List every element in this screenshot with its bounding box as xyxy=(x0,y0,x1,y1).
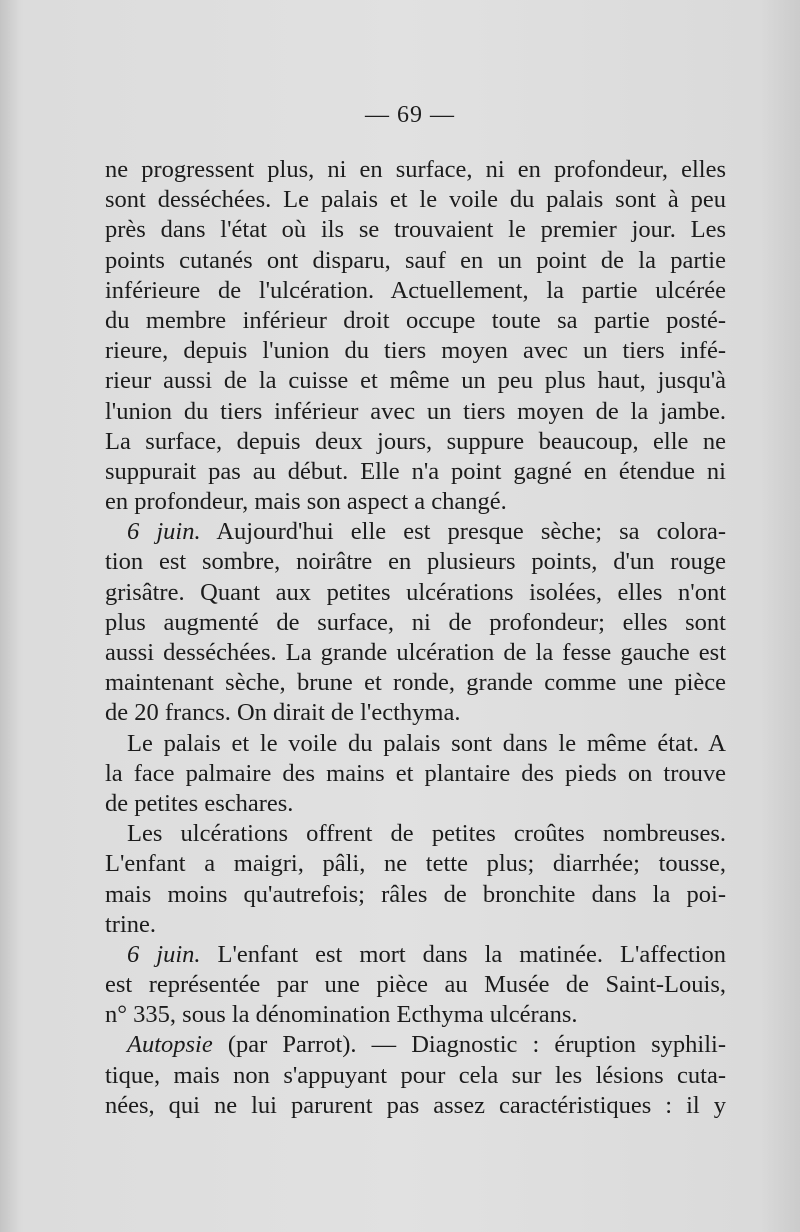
text-line: l'union du tiers inférieur avec un tiers moyen de la jambe. xyxy=(105,397,726,425)
text-line: en profondeur, mais son aspect a changé. xyxy=(105,488,507,516)
text-line: La surface, depuis deux jours, suppure beaucoup, elle ne xyxy=(105,427,726,455)
paragraph-first-line: Les ulcérations offrent de petites croûtes nombreuses. xyxy=(127,820,726,848)
text-line: mais moins qu'autrefois; râles de bronchite dans la poi- xyxy=(105,880,726,908)
paragraph-first-line xyxy=(105,1030,726,1060)
text-line: suppurait pas au début. Elle n'a point gagné en étendue ni xyxy=(105,457,726,485)
body-text xyxy=(105,155,726,1121)
text-line: L'enfant a maigri, pâli, ne tette plus; diarrhée; tousse, xyxy=(105,850,726,878)
text-line: grisâtre. Quant aux petites ulcérations isolées, elles n'ont xyxy=(105,578,726,606)
text-line: rieur aussi de la cuisse et même un peu plus haut, jusqu'à xyxy=(105,367,726,395)
text-line: de 20 francs. On dirait de l'ecthyma. xyxy=(105,699,461,727)
section-label: Autopsie xyxy=(127,1031,213,1059)
text-run: Aujourd'hui elle est presque sèche; sa colora- xyxy=(200,518,726,546)
text-line: trine. xyxy=(105,910,157,938)
text-line: près dans l'état où ils se trouvaient le premier jour. Les xyxy=(105,216,726,244)
paragraph-first-line xyxy=(105,940,726,970)
text-line: plus augmenté de surface, ni de profondeur; elles sont xyxy=(105,608,726,636)
text-line: tion est sombre, noirâtre en plusieurs points, d'un rouge xyxy=(105,548,726,576)
date-label: 6 juin. xyxy=(127,518,201,546)
text-line: tique, mais non s'appuyant pour cela sur les lésions cuta- xyxy=(105,1061,726,1089)
paragraph-first-line xyxy=(105,517,726,547)
text-line: ne progressent plus, ni en surface, ni en profondeur, elles xyxy=(105,156,726,183)
text-line: maintenant sèche, brune et ronde, grande comme une pièce xyxy=(105,669,726,697)
page-number: — 69 — xyxy=(365,102,455,128)
text-line: la face palmaire des mains et plantaire des pieds on trouve xyxy=(105,759,726,787)
page-gutter-shadow xyxy=(0,0,18,1232)
text-line: points cutanés ont disparu, sauf en un point de la partie xyxy=(105,246,726,274)
text-line: rieure, depuis l'union du tiers moyen avec un tiers infé- xyxy=(105,337,726,365)
text-line: est représentée par une pièce au Musée de Saint-Louis, xyxy=(105,971,726,999)
text-line: de petites eschares. xyxy=(105,789,294,817)
paragraph-first-line: Le palais et le voile du palais sont dans le même état. A xyxy=(127,729,726,757)
text-line: aussi desséchées. La grande ulcération de la fesse gauche est xyxy=(105,639,726,666)
text-run: L'enfant est mort dans la matinée. L'affection xyxy=(200,940,726,968)
text-line: n° 335, sous la dénomination Ecthyma ulcérans. xyxy=(105,1001,578,1029)
text-line: inférieure de l'ulcération. Actuellement, la partie ulcérée xyxy=(105,276,726,304)
text-line: du membre inférieur droit occupe toute sa partie posté- xyxy=(105,306,726,334)
text-line: sont desséchées. Le palais et le voile du palais sont à peu xyxy=(105,186,726,214)
text-run: (par Parrot). — Diagnostic : éruption syphili- xyxy=(212,1031,726,1059)
text-line: nées, qui ne lui parurent pas assez caractéristiques : il y xyxy=(105,1091,726,1119)
date-label: 6 juin. xyxy=(127,940,201,968)
